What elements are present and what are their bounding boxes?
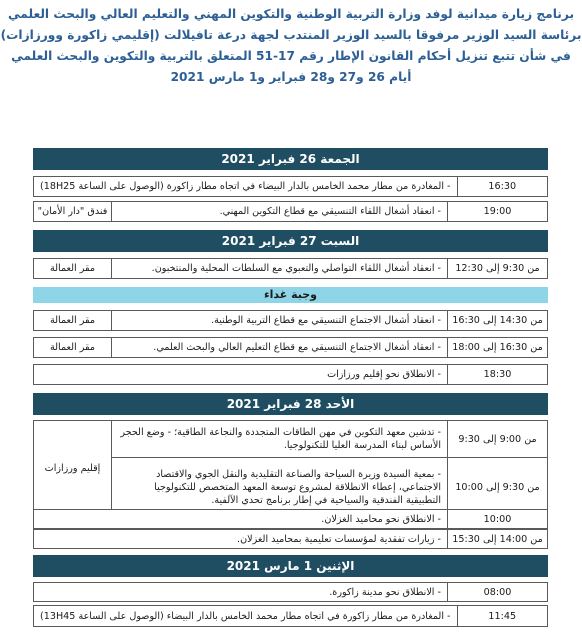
schedule-row	[112, 457, 547, 516]
row-description: - زيارات تفقدية لمؤسسات تعليمية بمحاميد الغزلان.	[237, 533, 441, 545]
row-time: من 9:30 إلى 10:00	[447, 458, 547, 516]
schedule-row	[33, 509, 548, 529]
schedule-row	[33, 176, 548, 197]
row-time: 19:00	[447, 202, 547, 221]
row-time: 10:00	[447, 510, 547, 528]
row-time: 18:30	[447, 365, 547, 384]
schedule-row	[33, 310, 548, 331]
row-description: - انعقاد أشغال الاجتماع التنسيقي مع قطاع التربية الوطنية.	[211, 315, 441, 326]
row-time: من 9:30 إلى 12:30	[447, 259, 547, 278]
row-time: من 14:30 إلى 16:30	[447, 311, 547, 330]
row-time: 08:00	[447, 583, 547, 601]
row-description: - الانطلاق نحو مدينة زاكورة.	[329, 586, 441, 598]
row-place: مقر العمالة	[34, 311, 112, 330]
row-description: - المغادرة من مطار محمد الخامس بالدار البيضاء في اتجاه مطار زاكورة (الوصول على الساعة 18H25)	[40, 181, 451, 192]
row-description: - المغادرة من مطار زاكورة في اتجاه مطار محمد الخامس بالدار البيضاء (الوصول على الساعة 13H45)	[40, 610, 451, 622]
day-header-saturday: السبت 27 فبراير 2021	[33, 230, 548, 252]
row-description	[112, 458, 447, 516]
title-line-3: في شأن تتبع تنزيل أحكام القانون الإطار رقم 17-51 المتعلق بالتربية والتكوين والبحث العلمي	[11, 49, 571, 63]
day-header-monday: الإثنين 1 مارس 2021	[33, 555, 548, 577]
group-rows	[112, 421, 547, 516]
row-place: مقر العمالة	[34, 338, 112, 357]
title-line-2: برئاسة السيد الوزير مرفوقا بالسيد الوزير المنتدب لجهة درعة تافيلالت (إقليمي زاكورة وورزازات)	[0, 28, 582, 42]
schedule-row	[112, 421, 547, 457]
row-description: - انعقاد أشغال اللقاء التواصلي والتعبوي مع السلطات المحلية والمنتخبون.	[151, 263, 441, 274]
schedule-row	[33, 258, 548, 279]
row-description: - الانطلاق نحو محاميد الغزلان.	[321, 513, 441, 525]
day-header-sunday: الأحد 28 فبراير 2021	[33, 393, 548, 415]
row-time: 16:30	[457, 177, 548, 196]
meal-break-banner: وجبة غداء	[33, 287, 548, 303]
title-line-4: أيام 26 و27 و28 فبراير و1 مارس 2021	[170, 70, 412, 84]
row-description-text: - بمعية السيدة وزيرة السياحة والصناعة التقليدية والنقل الجوي والاقتصاد الاجتماعي، إعطاء الانطلاقة لمشروع توسعة المعهد المتخصص للتكنولوجيا التطبيقية الفندقية والسياحية في إطار برنامج تحدي الآلفية.	[154, 468, 441, 506]
schedule-row	[33, 364, 548, 385]
row-place: مقر العمالة	[34, 259, 112, 278]
day-header-friday: الجمعة 26 فبراير 2021	[33, 148, 548, 170]
row-description-text: - تدشين معهد التكوين في مهن الطاقات المتجددة والنجاعة الطاقية؛ - وضع الحجر الأساس لبناء المدرسة العليا للتكنولوجيا.	[120, 427, 441, 451]
row-time: من 16:30 إلى 18:00	[447, 338, 547, 357]
row-time: من 9:00 إلى 9:30	[447, 421, 547, 457]
row-time: 11:45	[457, 606, 548, 626]
row-description	[112, 421, 447, 457]
group-place: إقليم ورزازات	[34, 421, 112, 516]
document-title	[0, 4, 582, 88]
row-place: فندق "دار الأمان"	[34, 202, 112, 221]
schedule-row	[33, 529, 548, 549]
schedule-row	[33, 582, 548, 602]
row-description: - انعقاد أشغال اللقاء التنسيقي مع قطاع التكوين المهني.	[219, 206, 441, 217]
title-line-1: برنامج زيارة ميدانية لوفد وزارة التربية الوطنية والتكوين المهني والتعليم العالي والبحث العلمي	[7, 7, 575, 21]
schedule-row	[33, 605, 548, 627]
row-time: من 14:00 إلى 15:30	[447, 530, 547, 548]
schedule-row	[33, 201, 548, 222]
schedule-group	[33, 420, 548, 517]
row-description: - الانطلاق نحو إقليم ورزازات	[327, 369, 441, 380]
schedule-row	[33, 337, 548, 358]
row-description: - انعقاد أشغال الاجتماع التنسيقي مع قطاع التعليم العالي والبحث العلمي.	[153, 342, 441, 353]
